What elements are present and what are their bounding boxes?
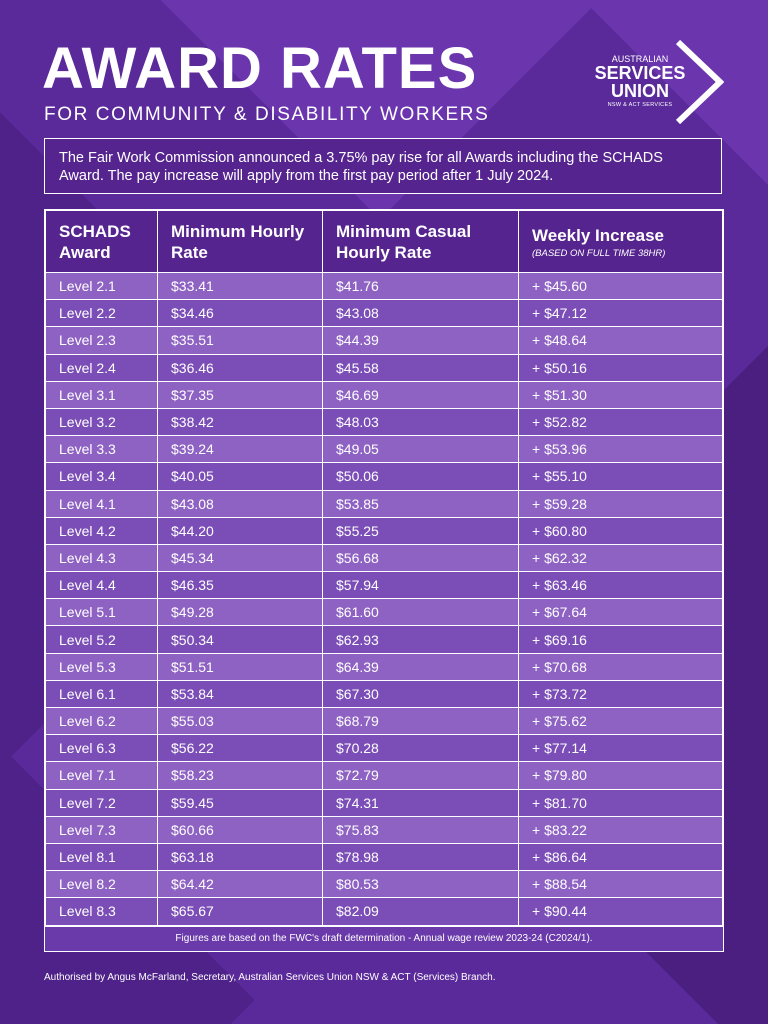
table-row (46, 408, 723, 435)
weekly-increase-cell: + $83.22 (519, 816, 723, 843)
minimum-hourly-rate-cell: $64.42 (158, 871, 323, 898)
level-cell: Level 7.3 (46, 816, 158, 843)
weekly-increase-cell: + $55.10 (519, 463, 723, 490)
casual-hourly-rate-cell: $50.06 (323, 463, 519, 490)
header-minimum-hourly-rate: Minimum Hourly Rate (158, 211, 323, 273)
logo-text-union: UNION (611, 81, 669, 101)
weekly-increase-cell: + $62.32 (519, 544, 723, 571)
casual-hourly-rate-cell: $72.79 (323, 762, 519, 789)
level-cell: Level 4.3 (46, 544, 158, 571)
table-row (46, 762, 723, 789)
table-row (46, 599, 723, 626)
casual-hourly-rate-cell: $62.93 (323, 626, 519, 653)
casual-hourly-rate-cell: $53.85 (323, 490, 519, 517)
award-rates-table (44, 209, 724, 952)
level-cell: Level 6.2 (46, 708, 158, 735)
level-cell: Level 2.3 (46, 327, 158, 354)
minimum-hourly-rate-cell: $53.84 (158, 680, 323, 707)
weekly-increase-cell: + $45.60 (519, 273, 723, 300)
table-row (46, 871, 723, 898)
minimum-hourly-rate-cell: $44.20 (158, 517, 323, 544)
weekly-increase-cell: + $48.64 (519, 327, 723, 354)
table-row (46, 327, 723, 354)
minimum-hourly-rate-cell: $58.23 (158, 762, 323, 789)
level-cell: Level 8.3 (46, 898, 158, 925)
minimum-hourly-rate-cell: $46.35 (158, 572, 323, 599)
minimum-hourly-rate-cell: $51.51 (158, 653, 323, 680)
table-row (46, 843, 723, 870)
minimum-hourly-rate-cell: $63.18 (158, 843, 323, 870)
casual-hourly-rate-cell: $67.30 (323, 680, 519, 707)
minimum-hourly-rate-cell: $38.42 (158, 408, 323, 435)
header-weekly-increase: Weekly Increase (BASED ON FULL TIME 38HR) (519, 211, 723, 273)
casual-hourly-rate-cell: $41.76 (323, 273, 519, 300)
level-cell: Level 3.1 (46, 381, 158, 408)
level-cell: Level 5.3 (46, 653, 158, 680)
table-row (46, 789, 723, 816)
weekly-increase-cell: + $75.62 (519, 708, 723, 735)
page-subtitle: FOR COMMUNITY & DISABILITY WORKERS (44, 104, 490, 125)
level-cell: Level 7.1 (46, 762, 158, 789)
casual-hourly-rate-cell: $68.79 (323, 708, 519, 735)
weekly-increase-cell: + $51.30 (519, 381, 723, 408)
minimum-hourly-rate-cell: $60.66 (158, 816, 323, 843)
casual-hourly-rate-cell: $82.09 (323, 898, 519, 925)
minimum-hourly-rate-cell: $34.46 (158, 300, 323, 327)
casual-hourly-rate-cell: $57.94 (323, 572, 519, 599)
weekly-increase-cell: + $52.82 (519, 408, 723, 435)
casual-hourly-rate-cell: $64.39 (323, 653, 519, 680)
table-row (46, 816, 723, 843)
minimum-hourly-rate-cell: $55.03 (158, 708, 323, 735)
table-row (46, 273, 723, 300)
weekly-increase-cell: + $86.64 (519, 843, 723, 870)
minimum-hourly-rate-cell: $36.46 (158, 354, 323, 381)
minimum-hourly-rate-cell: $43.08 (158, 490, 323, 517)
weekly-increase-cell: + $90.44 (519, 898, 723, 925)
minimum-hourly-rate-cell: $35.51 (158, 327, 323, 354)
level-cell: Level 4.2 (46, 517, 158, 544)
table-row (46, 381, 723, 408)
casual-hourly-rate-cell: $43.08 (323, 300, 519, 327)
weekly-increase-cell: + $73.72 (519, 680, 723, 707)
level-cell: Level 3.3 (46, 436, 158, 463)
casual-hourly-rate-cell: $45.58 (323, 354, 519, 381)
minimum-hourly-rate-cell: $56.22 (158, 735, 323, 762)
table-row (46, 436, 723, 463)
casual-hourly-rate-cell: $70.28 (323, 735, 519, 762)
minimum-hourly-rate-cell: $39.24 (158, 436, 323, 463)
table-row (46, 680, 723, 707)
weekly-increase-cell: + $88.54 (519, 871, 723, 898)
minimum-hourly-rate-cell: $59.45 (158, 789, 323, 816)
table-header-row (46, 211, 723, 273)
casual-hourly-rate-cell: $80.53 (323, 871, 519, 898)
weekly-increase-cell: + $59.28 (519, 490, 723, 517)
header-minimum-casual-hourly-rate: Minimum Casual Hourly Rate (323, 211, 519, 273)
weekly-increase-cell: + $70.68 (519, 653, 723, 680)
table-row (46, 898, 723, 925)
weekly-increase-cell: + $60.80 (519, 517, 723, 544)
weekly-increase-cell: + $79.80 (519, 762, 723, 789)
weekly-increase-cell: + $63.46 (519, 572, 723, 599)
casual-hourly-rate-cell: $56.68 (323, 544, 519, 571)
level-cell: Level 3.2 (46, 408, 158, 435)
asu-logo (586, 40, 724, 124)
page-title: AWARD RATES (42, 36, 478, 101)
level-cell: Level 8.1 (46, 843, 158, 870)
table-row (46, 354, 723, 381)
header-schads-award: SCHADS Award (46, 211, 158, 273)
logo-text-australian: AUSTRALIAN (611, 54, 669, 64)
minimum-hourly-rate-cell: $49.28 (158, 599, 323, 626)
weekly-increase-cell: + $77.14 (519, 735, 723, 762)
level-cell: Level 2.2 (46, 300, 158, 327)
minimum-hourly-rate-cell: $50.34 (158, 626, 323, 653)
casual-hourly-rate-cell: $78.98 (323, 843, 519, 870)
weekly-increase-cell: + $50.16 (519, 354, 723, 381)
authorisation-statement: Authorised by Angus McFarland, Secretary, Australian Services Union NSW & ACT (Services) Branch. (44, 972, 496, 983)
casual-hourly-rate-cell: $55.25 (323, 517, 519, 544)
table-row (46, 653, 723, 680)
casual-hourly-rate-cell: $46.69 (323, 381, 519, 408)
weekly-increase-cell: + $67.64 (519, 599, 723, 626)
casual-hourly-rate-cell: $75.83 (323, 816, 519, 843)
level-cell: Level 3.4 (46, 463, 158, 490)
level-cell: Level 2.1 (46, 273, 158, 300)
table-row (46, 544, 723, 571)
casual-hourly-rate-cell: $49.05 (323, 436, 519, 463)
table-row (46, 708, 723, 735)
table-footnote: Figures are based on the FWC's draft determination - Annual wage review 2023-24 (C2024/1). (45, 926, 723, 951)
level-cell: Level 5.2 (46, 626, 158, 653)
level-cell: Level 7.2 (46, 789, 158, 816)
level-cell: Level 8.2 (46, 871, 158, 898)
casual-hourly-rate-cell: $44.39 (323, 327, 519, 354)
minimum-hourly-rate-cell: $33.41 (158, 273, 323, 300)
level-cell: Level 5.1 (46, 599, 158, 626)
table-row (46, 300, 723, 327)
weekly-increase-cell: + $81.70 (519, 789, 723, 816)
casual-hourly-rate-cell: $61.60 (323, 599, 519, 626)
intro-box: The Fair Work Commission announced a 3.75% pay rise for all Awards including the SCHADS Award. The pay increase will apply from the first pay period after 1 July 2024. (44, 138, 722, 194)
level-cell: Level 4.4 (46, 572, 158, 599)
casual-hourly-rate-cell: $74.31 (323, 789, 519, 816)
level-cell: Level 4.1 (46, 490, 158, 517)
minimum-hourly-rate-cell: $45.34 (158, 544, 323, 571)
header-weekly-increase-note: (BASED ON FULL TIME 38HR) (532, 247, 666, 259)
weekly-increase-cell: + $47.12 (519, 300, 723, 327)
level-cell: Level 6.1 (46, 680, 158, 707)
logo-text-services: SERVICES (594, 63, 686, 83)
weekly-increase-cell: + $69.16 (519, 626, 723, 653)
table-row (46, 490, 723, 517)
logo-text-branch: NSW & ACT SERVICES (607, 102, 673, 108)
minimum-hourly-rate-cell: $65.67 (158, 898, 323, 925)
level-cell: Level 6.3 (46, 735, 158, 762)
table-row (46, 735, 723, 762)
casual-hourly-rate-cell: $48.03 (323, 408, 519, 435)
minimum-hourly-rate-cell: $40.05 (158, 463, 323, 490)
table-row (46, 463, 723, 490)
table-row (46, 572, 723, 599)
weekly-increase-cell: + $53.96 (519, 436, 723, 463)
table-row (46, 517, 723, 544)
minimum-hourly-rate-cell: $37.35 (158, 381, 323, 408)
table-row (46, 626, 723, 653)
level-cell: Level 2.4 (46, 354, 158, 381)
